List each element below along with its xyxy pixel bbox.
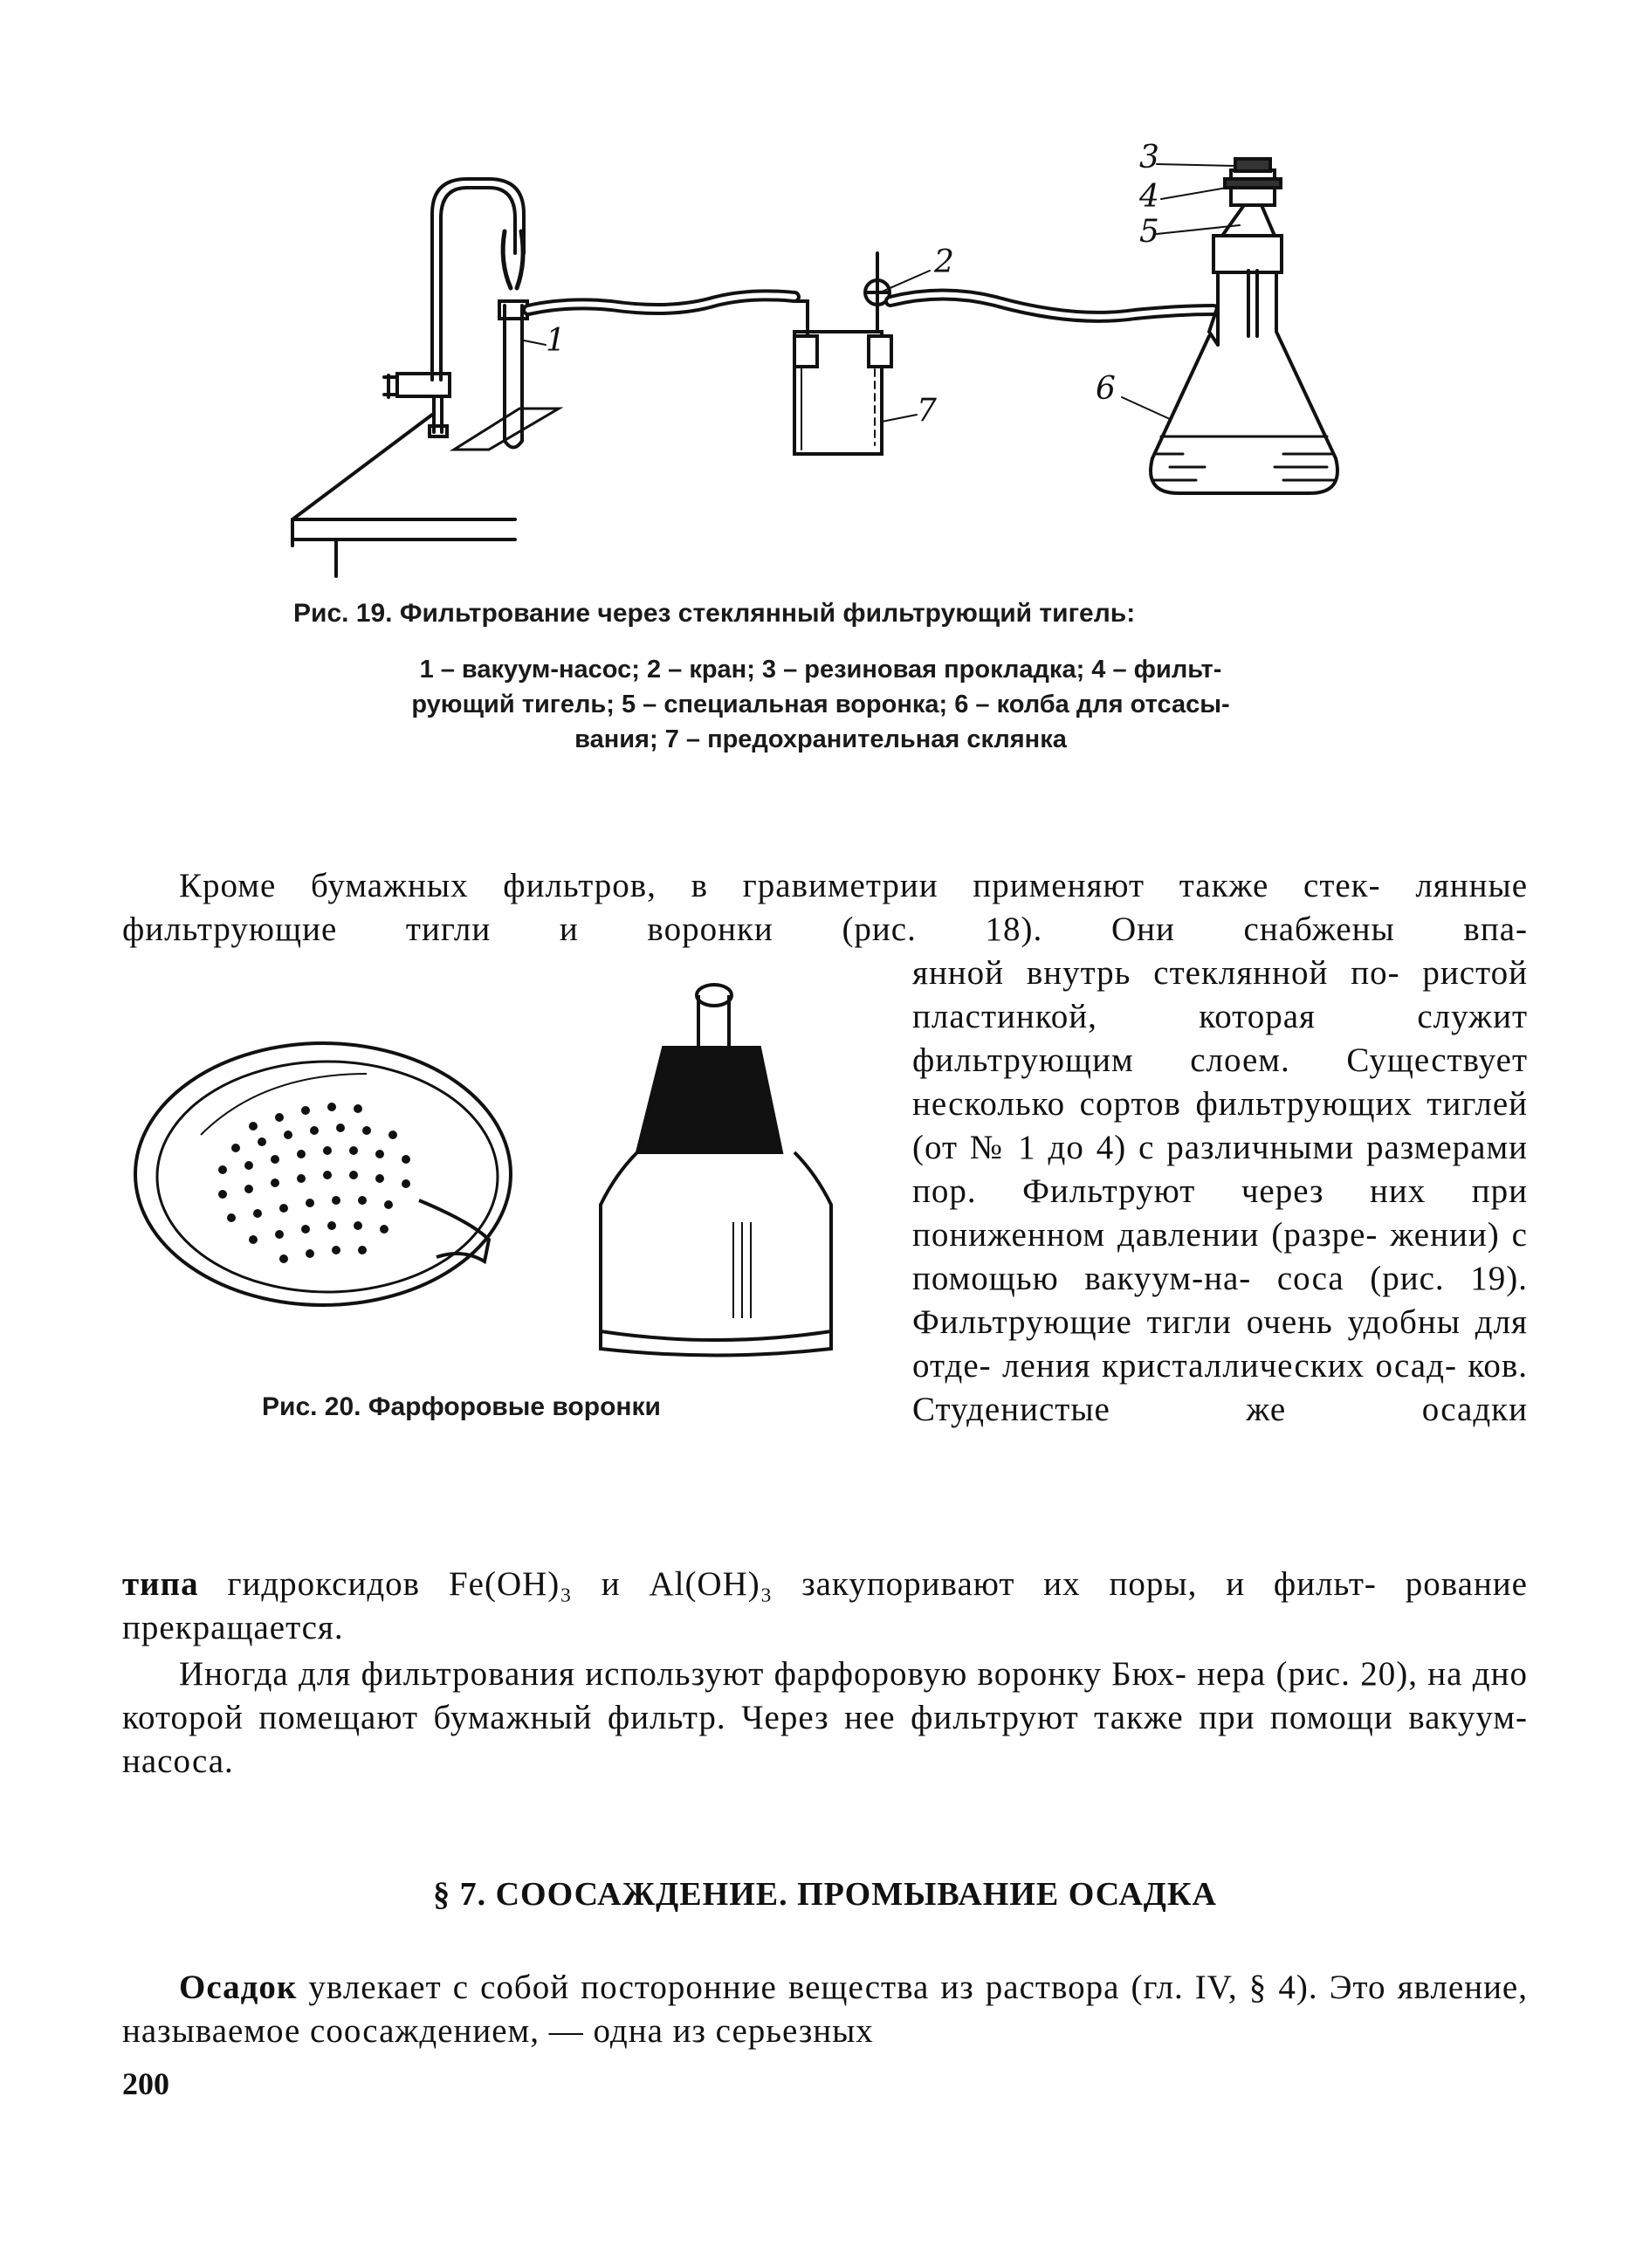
fig19-label-7: 7 <box>917 393 937 429</box>
fig19-label-4: 4 <box>1139 179 1159 215</box>
paragraph-1-bottom <box>122 1563 1528 1650</box>
paragraph-3-text: увлекает с собой посторонние вещества из раствора (гл. IV, § 4). Это явление, называемое соосаждением, — одна из серьезных <box>122 1969 1528 2050</box>
fig19-label-3: 3 <box>1139 140 1159 175</box>
fig19-label-5: 5 <box>1139 214 1159 250</box>
legend-line-1: 1 – вакуум-насос; 2 – кран; 3 – резиновая прокладка; 4 – фильт- <box>419 656 1222 684</box>
figure-19-caption-title: Рис. 19. Фильтрование через стеклянный фильтрующий тигель: <box>293 599 1136 628</box>
paragraph-2: Иногда для фильтрования используют фарфоровую воронку Бюх- нера (рис. 20), на дно которой помещают бумажный фильтр. Через нее фильтруют также при помощи вакуум-насоса. <box>122 1655 1528 1780</box>
paragraph-1-bold-word: типа <box>122 1565 199 1603</box>
fig19-label-1: 1 <box>546 323 566 359</box>
fig19-label-6: 6 <box>1096 371 1116 407</box>
paragraph-1-top: Кроме бумажных фильтров, в гравиметрии применяют также стек- лянные фильтрующие тигли и воронки (рис. 18). Они снабжены впа- <box>122 867 1528 948</box>
fig19-label-2: 2 <box>934 244 954 280</box>
paragraph-1-bottom-text: гидроксидов Fe(OH)₃ и Al(OH)₃ закупоривают их поры, и фильт- рование прекращается. <box>122 1565 1528 1646</box>
figure-20-caption: Рис. 20. Фарфоровые воронки <box>262 1392 661 1421</box>
page-number: 200 <box>122 2066 169 2101</box>
section-heading: § 7. СООСАЖДЕНИЕ. ПРОМЫВАНИЕ ОСАДКА <box>433 1876 1217 1913</box>
paragraph-3 <box>122 1966 1528 2053</box>
paragraph-3-bold-word: Осадок <box>179 1969 298 2006</box>
legend-line-2: рующий тигель; 5 – специальная воронка; 6 – колба для отсасы- <box>411 691 1230 718</box>
legend-line-3: вания; 7 – предохранительная склянка <box>574 725 1067 753</box>
paragraph-1-column: янной внутрь стеклянной по- ристой пластинкой, которая служит фильтрующим слоем. Существует несколько сортов фильтрующих тиглей (от № 1 до 4) с различными размерами пор. Фильтруют через них при пониженном давлении (разре- жении) с помощью вакуум-на- соса (рис. 19). Фильтрующие тигли очень удобны для отде- ления кристаллических осад- ков. Студенистые же осадки <box>912 954 1528 1428</box>
